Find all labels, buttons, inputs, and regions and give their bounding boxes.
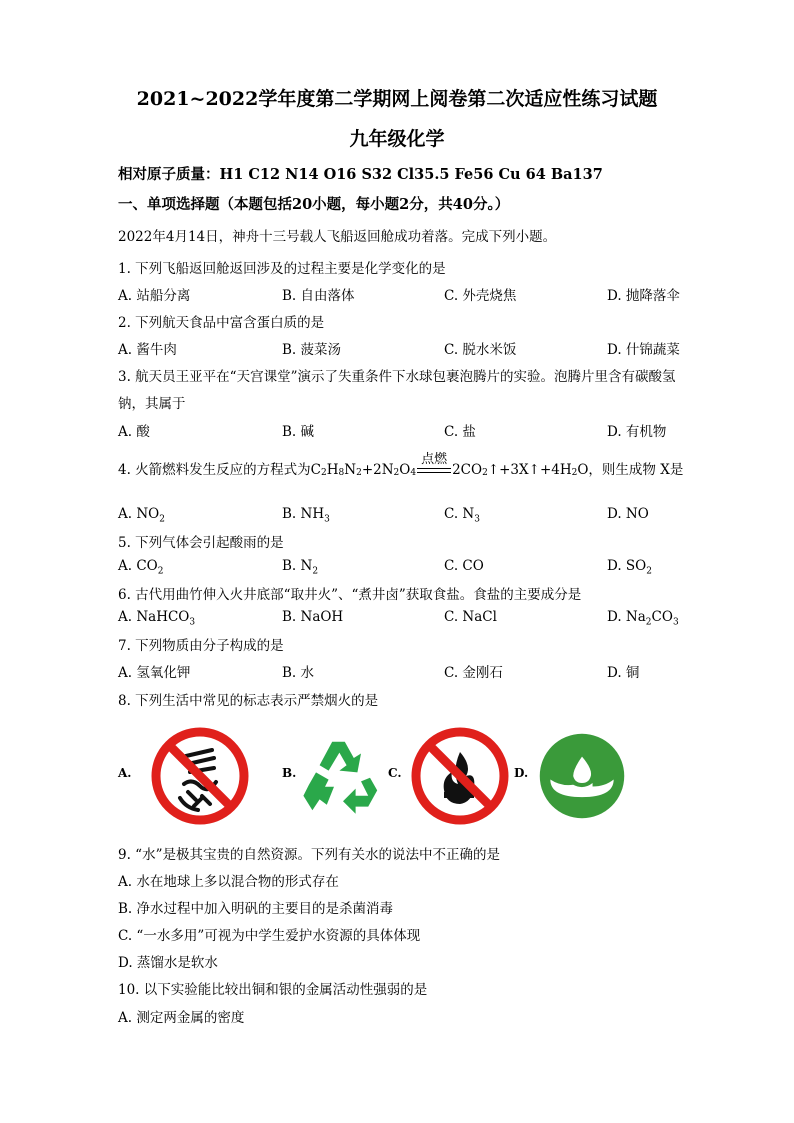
question-6-option-a: A. NaHCO$_3$ (118, 609, 196, 628)
question-8-option-a: A. (118, 766, 132, 780)
question-5-option-b: B. $N_2$ (282, 558, 319, 577)
formula-part: O (399, 462, 411, 478)
question-3-option-c: C. 盐 (444, 424, 476, 440)
q4-prefix: 4. 火箭燃料发生反应的方程式为 (118, 462, 311, 478)
formula-part: 2CO (452, 462, 483, 478)
question-5-option-c: C. CO (444, 558, 484, 574)
question-1-option-a: A. 站船分离 (118, 288, 191, 304)
question-8-option-b: B. (282, 766, 297, 780)
formula-part: H (326, 462, 339, 478)
question-9-option-d: D. 蒸馏水是软水 (118, 955, 218, 971)
question-3-option-b: B. 碱 (282, 424, 315, 440)
question-3-stem-line2: 钠，其属于 (118, 396, 186, 412)
question-7-option-a: A. 氢氧化钾 (118, 665, 191, 681)
atomic-mass-line: 相对原子质量：H1 C12 N14 O16 S32 Cl35.5 Fe56 Cu 64 Ba137 (118, 166, 603, 183)
reaction-arrow (417, 452, 451, 478)
reaction-condition: 点燃 (421, 452, 448, 467)
formula-sub: 2 (356, 468, 362, 478)
question-1-option-b: B. 自由落体 (282, 288, 355, 304)
question-4-stem (118, 452, 683, 478)
question-7-stem: 7. 下列物质由分子构成的是 (118, 638, 284, 654)
context-intro: 2022年4月14日，神舟十三号载人飞船返回舱成功着落。完成下列小题。 (118, 229, 557, 245)
question-8-stem: 8. 下列生活中常见的标志表示严禁烟火的是 (118, 693, 379, 709)
formula-part: N (344, 462, 357, 478)
recycle-icon (298, 731, 388, 821)
formula-sub: 4 (410, 468, 417, 478)
question-1-option-c: C. 外壳烧焦 (444, 288, 517, 304)
formula-sub: 2 (393, 468, 400, 478)
formula-sub: 8 (338, 468, 345, 478)
question-5-stem: 5. 下列气体会引起酸雨的是 (118, 535, 284, 551)
formula-sub: 2 (482, 468, 488, 478)
question-6-option-b: B. NaOH (282, 609, 344, 625)
question-6-option-d: D. $Na_2CO_3$ (607, 609, 679, 628)
question-4-option-b: B. $NH_3$ (282, 506, 330, 525)
formula-part: +2N (361, 462, 394, 478)
question-9-option-b: B. 净水过程中加入明矾的主要目的是杀菌消毒 (118, 901, 394, 917)
question-1-stem: 1. 下列飞船返回舱返回涉及的过程主要是化学变化的是 (118, 261, 446, 277)
formula-part: ↑+3X↑+4H (487, 462, 572, 478)
question-10-stem: 10. 以下实验能比较出铜和银的金属活动性强弱的是 (118, 982, 428, 998)
question-6-option-c: C. NaCl (444, 609, 497, 625)
question-7-option-c: C. 金刚石 (444, 665, 503, 681)
question-3-stem-line1: 3. 航天员王亚平在“天宫课堂”演示了失重条件下水球包裹泡腾片的实验。泡腾片里含有碳酸氢 (118, 369, 676, 385)
water-saving-icon (538, 732, 626, 820)
question-9-option-a: A. 水在地球上多以混合物的形式存在 (118, 874, 339, 890)
question-2-option-a: A. 酱牛肉 (118, 342, 177, 358)
question-5-option-d: D. $SO_2$ (607, 558, 652, 577)
question-4-option-c: C. $N_3$ (444, 506, 480, 525)
no-littering-sign-icon (150, 726, 250, 826)
q4-suffix: O，则生成物 X是 (577, 462, 684, 478)
question-2-stem: 2. 下列航天食品中富含蛋白质的是 (118, 315, 325, 331)
question-4-option-d: D. NO (607, 506, 649, 522)
question-2-option-d: D. 什锦蔬菜 (607, 342, 680, 358)
question-1-option-d: D. 抛降落伞 (607, 288, 680, 304)
formula-sub: 2 (571, 468, 578, 478)
question-8-option-c: C. (388, 766, 402, 780)
question-5-option-a: A. $CO_2$ (118, 558, 164, 577)
question-3-option-d: D. 有机物 (607, 424, 667, 440)
exam-title: 2021~2022学年度第二学期网上阅卷第二次适应性练习试题 (136, 88, 658, 110)
formula-part: C (310, 462, 322, 478)
question-6-stem: 6. 古代用曲竹伸入火井底部“取井火”、“煮井卤”获取食盐。食盐的主要成分是 (118, 587, 582, 603)
question-7-option-b: B. 水 (282, 665, 315, 681)
question-10-option-a: A. 测定两金属的密度 (118, 1010, 245, 1026)
section-heading: 一、单项选择题（本题包括20小题，每小题2分，共40分。） (118, 196, 510, 213)
formula-sub: 2 (321, 468, 327, 478)
question-9-option-c: C. “一水多用”可视为中学生爱护水资源的具体体现 (118, 928, 421, 944)
exam-subtitle: 九年级化学 (349, 128, 445, 150)
question-4-option-a: A. $NO_2$ (118, 506, 165, 525)
no-fire-sign-icon (410, 726, 510, 826)
question-7-option-d: D. 铜 (607, 665, 640, 681)
question-9-stem: 9. “水”是极其宝贵的自然资源。下列有关水的说法中不正确的是 (118, 847, 500, 863)
equals-sign (417, 468, 451, 473)
question-2-option-b: B. 菠菜汤 (282, 342, 342, 358)
question-8-option-d: D. (514, 766, 529, 780)
question-3-option-a: A. 酸 (118, 424, 150, 440)
question-2-option-c: C. 脱水米饭 (444, 342, 517, 358)
